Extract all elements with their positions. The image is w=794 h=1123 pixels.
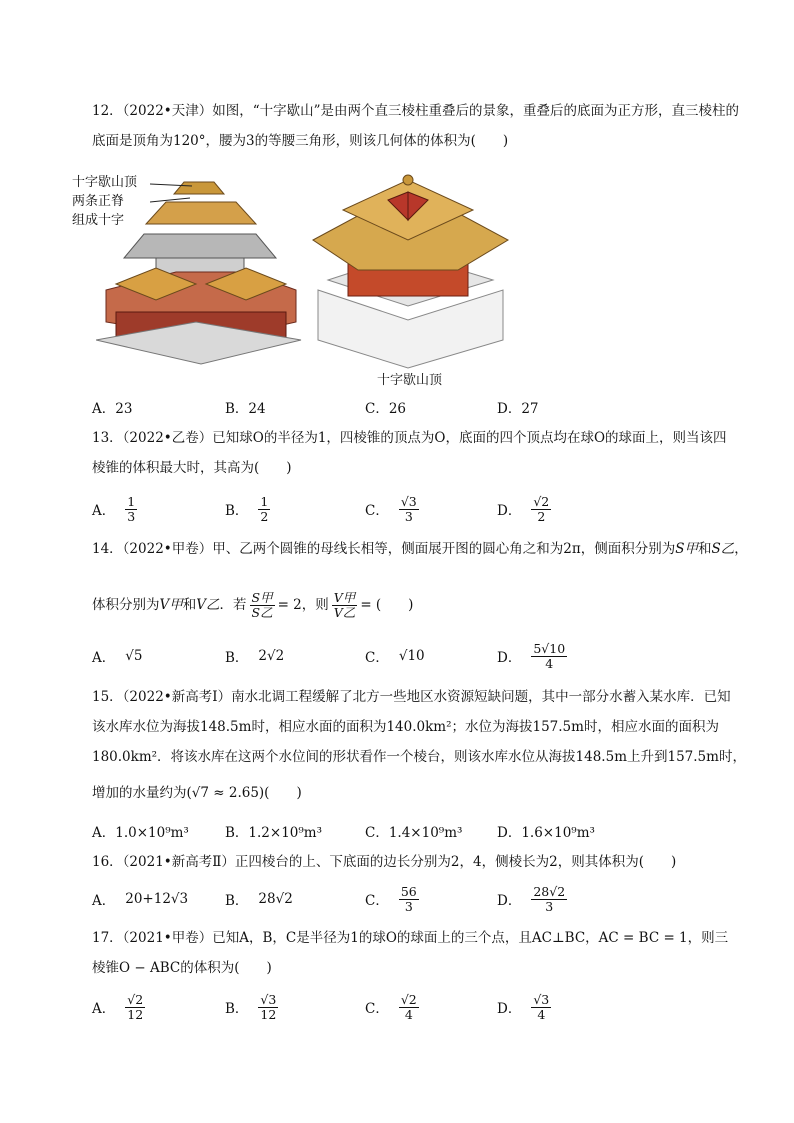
q14-option-c[interactable]: C． √10	[365, 648, 425, 666]
q13-line-2: 棱锥的体积最大时，其高为( )	[92, 460, 292, 476]
q14-option-d[interactable]: D． $\frac{5√10}{4}$	[497, 640, 566, 671]
q13-option-b[interactable]: B． $\frac{1}{2}$	[225, 493, 269, 524]
q15-option-d[interactable]: D．1.6×10⁹m³	[497, 825, 595, 841]
fig-label-2: 两条正脊	[72, 194, 125, 209]
q14-line-2: 体积分别为 V甲 和 V乙 ．若 $\frac{\text{S甲}}{\text{S乙}}$ = 2，则 $\frac{\text{V甲}}{\text{V乙}}$ = ( )	[92, 589, 414, 620]
fig-label-1: 十字歇山顶	[72, 175, 138, 190]
architecture-exploded-illustration	[96, 172, 306, 372]
q15-line-2: 该水库水位为海拔148.5m时，相应水面的面积为140.0km²；水位为海拔157.5m时，相应水面的面积为	[92, 719, 719, 735]
q17-line-1: 17．（2021•甲卷）已知A，B，C是半径为1的球O的球面上的三个点，且AC⊥BC，AC = BC = 1，则三	[92, 930, 729, 946]
q16-option-b[interactable]: B． 28√2	[225, 891, 293, 909]
q17-line-2: 棱锥O − ABC的体积为( )	[92, 960, 272, 976]
q12-option-c[interactable]: C．26	[365, 401, 407, 417]
question-12	[92, 96, 740, 156]
q13-line-1: 13．（2022•乙卷）已知球O的半径为1，四棱锥的顶点为O，底面的四个顶点均在球O的球面上，则当该四	[92, 430, 727, 446]
q17-options	[92, 992, 732, 1022]
q12-line-1: 12．（2022•天津）如图，“十字歇山”是由两个直三棱柱重叠后的景象，重叠后的底面为正方形，直三棱柱的	[92, 103, 740, 119]
q13-option-a[interactable]: A． $\frac{1}{3}$	[92, 493, 136, 524]
q17-option-c[interactable]: C． $\frac{√2}{4}$	[365, 991, 417, 1022]
q14-line-1: 14．（2022•甲卷）甲、乙两个圆锥的母线长相等，侧面展开图的圆心角之和为2π，侧面积分别为S甲和S乙，	[92, 541, 748, 557]
cross-hip-roof-illustration	[308, 170, 513, 370]
q16-options	[92, 884, 732, 914]
q15-options	[92, 816, 732, 846]
q12-line-2: 底面是顶角为120°，腰为3的等腰三角形，则该几何体的体积为( )	[92, 133, 509, 149]
question-15	[92, 682, 746, 808]
q13-options	[92, 494, 732, 524]
q13-option-c[interactable]: C． $\frac{√3}{3}$	[365, 493, 417, 524]
q12-option-d[interactable]: D．27	[497, 401, 539, 417]
q12-option-a[interactable]: A．23	[92, 401, 133, 417]
q16-option-a[interactable]: A． 20+12√3	[92, 891, 189, 909]
q12-options	[92, 392, 732, 422]
q15-option-c[interactable]: C．1.4×10⁹m³	[365, 825, 463, 841]
question-14	[92, 534, 748, 564]
q12-option-b[interactable]: B．24	[225, 401, 266, 417]
q16-option-d[interactable]: D． $\frac{28√2}{3}$	[497, 883, 566, 914]
q16-option-c[interactable]: C． $\frac{56}{3}$	[365, 883, 417, 914]
q15-option-a[interactable]: A．1.0×10⁹m³	[92, 825, 189, 841]
q14-option-a[interactable]: A． √5	[92, 648, 143, 666]
q14-option-b[interactable]: B． 2√2	[225, 648, 285, 666]
q15-option-b[interactable]: B．1.2×10⁹m³	[225, 825, 323, 841]
question-13	[92, 423, 732, 483]
q15-line-3: 180.0km²．将该水库在这两个水位间的形状看作一个棱台，则该水库水位从海拔148.5m上升到157.5m时，	[92, 749, 746, 765]
question-16	[92, 847, 732, 877]
q15-line-4: 增加的水量约为(√7 ≈ 2.65)( )	[92, 785, 302, 801]
label-pointer-lines	[150, 178, 200, 208]
fig-caption: 十字歇山顶	[377, 373, 443, 388]
q14-options	[92, 641, 732, 671]
q17-option-a[interactable]: A． $\frac{√2}{12}$	[92, 991, 144, 1022]
q16-line-1: 16．（2021•新高考Ⅱ）正四棱台的上、下底面的边长分别为2，4，侧棱长为2，则其体积为( )	[92, 854, 677, 870]
q17-option-b[interactable]: B． $\frac{√3}{12}$	[225, 991, 277, 1022]
fig-label-3: 组成十字	[72, 213, 125, 228]
q17-option-d[interactable]: D． $\frac{√3}{4}$	[497, 991, 550, 1022]
q15-line-1: 15．（2022•新高考Ⅰ）南水北调工程缓解了北方一些地区水资源短缺问题，其中一部分水蓄入某水库．已知	[92, 689, 731, 705]
question-17	[92, 923, 732, 983]
q13-option-d[interactable]: D． $\frac{√2}{2}$	[497, 493, 550, 524]
